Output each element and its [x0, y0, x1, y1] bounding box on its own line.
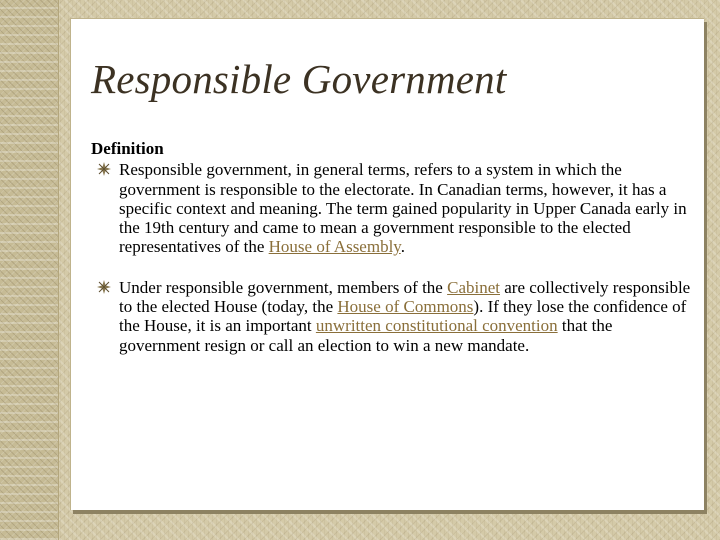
quilt-star-bullet-icon: [97, 162, 111, 176]
definition-heading: Definition: [91, 139, 164, 158]
link-house-of-assembly[interactable]: House of Assembly: [268, 237, 401, 257]
slide-body: [91, 139, 691, 355]
link-unwritten-constitutional-convention[interactable]: unwritten constitutional convention: [315, 316, 558, 336]
slide-content-panel: [70, 18, 704, 510]
slide-left-strip: [0, 0, 59, 540]
bullet-text: Under responsible government, members of the Cabinet are collectively responsible to the elected House (today, the House of Commons). If they lose the confidence of the House, it is an important unwritten constitutional convention that the government resign or call an election to win a new mandate.: [119, 277, 691, 355]
bullet-item: [91, 160, 691, 256]
link-house-of-commons[interactable]: House of Commons: [337, 297, 474, 317]
bullet-item: [91, 278, 691, 355]
bullet-text: Responsible government, in general terms, refers to a system in which the government is responsible to the electorate. In Canadian terms, however, it has a specific context and meaning. The term gained popularity in Upper Canada early in the 19th century and came to mean a government responsible to the elected representatives of the House of Assembly.: [119, 160, 687, 257]
quilt-star-bullet-icon: [97, 280, 111, 294]
slide-title: Responsible Government: [91, 56, 507, 102]
link-cabinet[interactable]: Cabinet: [447, 277, 500, 297]
